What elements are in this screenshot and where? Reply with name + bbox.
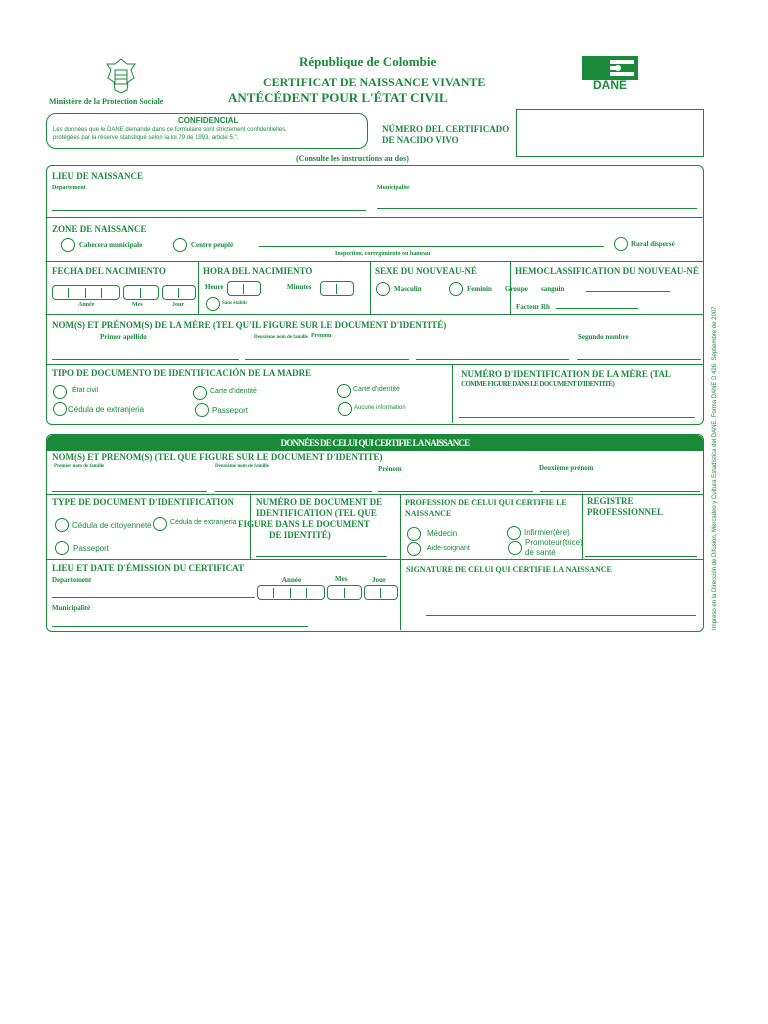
id-type-cedula-label: Cédula de extranjeria [68, 405, 145, 414]
profession-promoteur-radio[interactable] [508, 541, 522, 555]
birth-department-field[interactable] [52, 210, 366, 211]
certifier-cedula-foreign-radio[interactable] [153, 517, 167, 531]
profession-infirmier-label: Infirmier(ère) [524, 528, 570, 537]
birth-year-field[interactable] [52, 285, 120, 300]
certifier-passport-label: Passeport [73, 544, 110, 553]
profession-aide-radio[interactable] [407, 542, 421, 556]
birth-department-label: Departement [52, 185, 86, 191]
confidential-text-2: protégées par la réserve statistique selon la loi 79 de 1993, article 5.". [53, 135, 239, 141]
zone-rural-label: Rural dispersé [631, 240, 675, 248]
mother-first-name-label: Prenom [311, 333, 332, 339]
sex-male-radio[interactable] [376, 282, 390, 296]
minutes-label: Minutes [287, 283, 312, 291]
profession-promoteur-label: Promoteur(trice) de santé [525, 538, 583, 557]
id-type-carte-1-radio[interactable] [193, 386, 207, 400]
mother-first-surname-field[interactable] [52, 359, 239, 360]
certifier-passport-radio[interactable] [55, 541, 69, 555]
certifier-first-surname-field[interactable] [52, 491, 207, 492]
id-type-none-radio[interactable] [338, 402, 352, 416]
profession-aide-label: Aide-soignant [427, 545, 470, 552]
certifier-first-name-label: Prénom [378, 465, 402, 473]
certifier-profession-title: PROFESSION DE CELUI QUI CERTIFIE LE NAISSANCE [405, 498, 567, 518]
certifier-id-type-title: TYPE DE DOCUMENT D'IDENTIFICATION [52, 497, 234, 507]
birth-municipality-field[interactable] [377, 208, 697, 209]
no-time-label: Sans établir [222, 301, 248, 306]
zone-centre-radio[interactable] [173, 238, 187, 252]
blood-group-field[interactable] [586, 291, 670, 292]
birth-month-label: Mes [132, 302, 143, 308]
id-type-carte-2-radio[interactable] [337, 384, 351, 398]
certifier-second-surname-field[interactable] [215, 491, 372, 492]
issue-department-field[interactable] [52, 597, 255, 598]
certificate-number-label: NÚMERO DEL CERTIFICADO DE NACIDO VIVO [382, 124, 510, 145]
zone-cabecera-radio[interactable] [61, 238, 75, 252]
certifier-second-surname-label: Deuxième nom de famille [215, 464, 270, 469]
sex-title: SEXE DU NOUVEAU-NÉ [375, 266, 478, 276]
form-subtitle: ANTÉCÉDENT POUR L'ÉTAT CIVIL [228, 90, 448, 105]
zone-rural-radio[interactable] [614, 237, 628, 251]
ministry-seal [101, 56, 141, 96]
certifier-first-name-field[interactable] [378, 491, 533, 492]
mother-id-number-title: NUMÉRO D'IDENTIFICATION DE LA MÈRE (TAL [461, 369, 671, 379]
issue-municipality-field[interactable] [52, 626, 308, 627]
id-type-none-label: Aucune information [354, 405, 406, 411]
signature-field[interactable] [426, 615, 696, 616]
issue-municipality-label: Municipalité [52, 604, 91, 612]
confidential-text-1: Les données que le DANE demande dans ce formulaire sont strictement confidentielles, [53, 127, 287, 133]
certifier-cedula-citizen-label: Cédula de citoyenneté [72, 521, 152, 530]
mother-first-surname-label: Primer apellido [100, 333, 147, 341]
issue-department-label: Departement [52, 576, 92, 584]
profession-infirmier-radio[interactable] [507, 526, 521, 540]
certifier-first-surname-label: Premier nom de famille [54, 464, 105, 469]
mother-second-name-field[interactable] [577, 359, 701, 360]
no-time-radio[interactable] [206, 297, 220, 311]
profession-medecin-radio[interactable] [407, 527, 421, 541]
rh-factor-field[interactable] [556, 308, 638, 309]
professional-register-field[interactable] [585, 556, 697, 557]
hour-field[interactable] [227, 281, 261, 296]
zone-cabecera-label: Cabecera municipale [79, 241, 143, 249]
mother-second-surname-label: Deuxième nom de famille [254, 335, 309, 340]
birth-municipality-label: Municipalite [377, 185, 410, 191]
print-info: Impreso en la Dirección de Difusión, Mercadeo y Cultura Estadística del DANE. Forma DANE D 426. Septiembre de 2007 [712, 306, 718, 630]
hemo-title: HEMOCLASSIFICATION DU NOUVEAU-NÉ [515, 266, 699, 276]
birth-month-field[interactable] [123, 285, 159, 300]
zone-inspection-caption: Inspection, corregimiento ou hameau [335, 251, 431, 257]
issue-day-field[interactable] [364, 585, 398, 600]
issue-day-label: Jour [372, 576, 386, 584]
mother-id-type-title: TIPO DE DOCUMENTO DE IDENTIFICACIÓN DE LA MADRE [52, 368, 312, 378]
blood-group-label-a: Groupe [505, 285, 528, 293]
id-type-passeport-radio[interactable] [195, 403, 209, 417]
certifier-section-bar: DONNÉES DE CELUI QUI CERTIFIE LA NAISSANCE [47, 435, 703, 451]
id-type-etat-civil-label: État civil [72, 387, 99, 394]
mother-second-name-label: Segundo nombre [578, 333, 629, 341]
zone-centre-label: Centre peuplé [191, 241, 234, 249]
dane-logo: DANE [582, 56, 638, 92]
certifier-cedula-foreign-label: Cédula de extranjeria [170, 519, 237, 526]
birth-year-label: Année [78, 302, 95, 308]
mother-second-surname-field[interactable] [245, 359, 409, 360]
certificate-number-field[interactable] [516, 109, 704, 157]
birth-zone-title: ZONE DE NAISSANCE [52, 224, 147, 234]
birth-place-title: LIEU DE NAISSANCE [52, 171, 144, 181]
blood-group-label-b: sanguin [541, 285, 565, 293]
professional-register-title: REGISTRE PROFESSIONNEL [587, 496, 664, 517]
sex-male-label: Masculin [394, 285, 422, 293]
id-type-etat-civil-radio[interactable] [53, 385, 67, 399]
confidential-title: CONFIDENCIAL [178, 116, 239, 125]
certifier-id-number-title: NUMÉRO DE DOCUMENT DE IDENTIFICATION (TEL QUE FIGURE DANS LE DOCUMENT DE IDENTITÉ) [238, 497, 383, 540]
hour-label: Heure [205, 283, 224, 291]
birth-day-label: Jour [172, 302, 184, 308]
mother-name-title: NOM(S) ET PRÉNOM(S) DE LA MÈRE (TEL QU'IL FIGURE SUR LE DOCUMENT D'IDENTITÉ) [52, 320, 447, 330]
ministry-name: Ministère de la Protection Sociale [49, 97, 164, 106]
issue-month-label: Mes [335, 575, 348, 583]
mother-id-number-field[interactable] [459, 417, 695, 418]
issue-year-label: Année [282, 576, 302, 584]
mother-first-name-field[interactable] [416, 359, 569, 360]
signature-title: SIGNATURE DE CELUI QUI CERTIFIE LA NAISSANCE [406, 565, 612, 574]
certifier-name-title: NOM(S) ET PRENOM(S) (TEL QUE FIGURE SUR LE DOCUMENT D'IDENTITE) [52, 452, 383, 462]
sex-female-radio[interactable] [449, 282, 463, 296]
birth-day-field[interactable] [162, 285, 196, 300]
certifier-second-name-label: Deuxième prénom [539, 464, 594, 472]
issue-year-field[interactable] [257, 585, 325, 600]
id-type-passeport-label: Passeport [212, 406, 249, 415]
id-type-carte-2-label: Carte d'identité [353, 386, 400, 393]
rh-factor-label: Facteur Rh [516, 303, 550, 311]
republic-title: République de Colombie [299, 54, 437, 69]
certifier-cedula-citizen-radio[interactable] [55, 518, 69, 532]
birth-date-title: FECHA DEL NACIMIENTO [52, 266, 166, 276]
minutes-field[interactable] [320, 281, 354, 296]
profession-medecin-label: Médecin [427, 529, 458, 538]
sex-female-label: Feminin [467, 285, 492, 293]
certifier-id-number-field[interactable] [256, 556, 387, 557]
mother-id-number-subtitle: COMME FIGURE DANS LE DOCUMENT D'IDENTITÉ) [461, 380, 615, 388]
zone-inspection-field[interactable] [259, 246, 604, 247]
form-title: CERTIFICAT DE NAISSANCE VIVANTE [263, 75, 486, 89]
issue-place-date-title: LIEU ET DATE D'ÉMISSION DU CERTIFICAT [52, 563, 244, 573]
birth-time-title: HORA DEL NACIMIENTO [203, 266, 313, 276]
id-type-carte-1-label: Carte d'identité [210, 388, 257, 395]
id-type-cedula-radio[interactable] [53, 402, 67, 416]
consult-instructions: (Consulte les instructions au dos) [296, 154, 409, 163]
certifier-second-name-field[interactable] [540, 491, 700, 492]
